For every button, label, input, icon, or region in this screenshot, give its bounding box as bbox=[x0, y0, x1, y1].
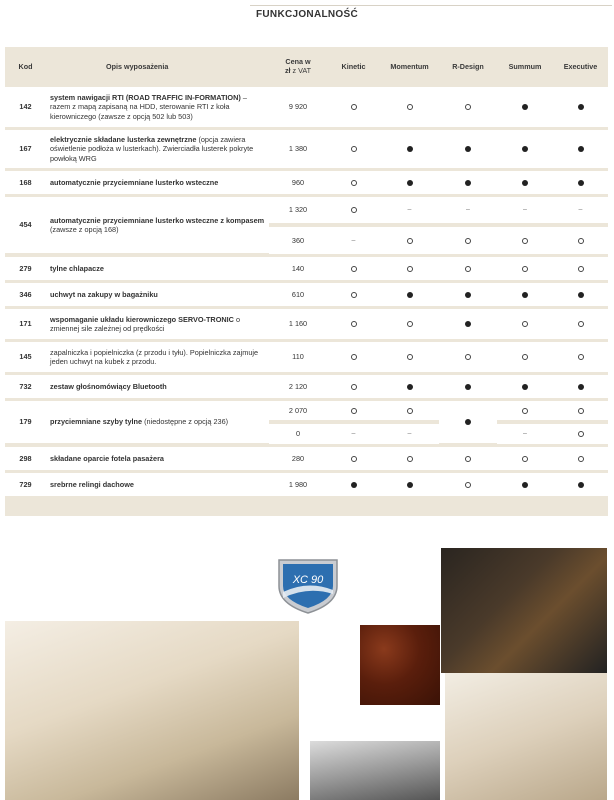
standard-equipment-dot-icon bbox=[522, 292, 528, 298]
table-body bbox=[5, 87, 608, 496]
standard-option-circle-icon bbox=[351, 292, 357, 298]
standard-option-circle-icon bbox=[351, 146, 357, 152]
cell-kinetic bbox=[327, 424, 380, 444]
cell-rdesign bbox=[439, 473, 497, 496]
table-row bbox=[5, 375, 608, 398]
cell-kod: 454 bbox=[5, 197, 46, 254]
standard-equipment-dot-icon bbox=[407, 482, 413, 488]
not-available-dash: – bbox=[523, 430, 527, 438]
description-text: zapalniczka i popielniczka (z przodu i tyłu). Popielniczka zajmuje jeden uchwyt na kubek z przodu. bbox=[50, 347, 259, 366]
cell-executive bbox=[553, 342, 608, 372]
table-row bbox=[5, 401, 608, 421]
cell-kod: 346 bbox=[5, 283, 46, 306]
description-bold: automatycznie przyciemniane lusterko wsteczne z kompasem bbox=[50, 215, 265, 225]
standard-option-circle-icon bbox=[351, 408, 357, 414]
standard-option-circle-icon bbox=[407, 266, 413, 272]
cell-description bbox=[46, 309, 269, 339]
standard-option-circle-icon bbox=[407, 104, 413, 110]
cell-rdesign bbox=[439, 171, 497, 194]
cell-executive bbox=[553, 130, 608, 168]
cell-momentum bbox=[380, 447, 439, 470]
cell-summum bbox=[497, 130, 553, 168]
standard-equipment-dot-icon bbox=[465, 180, 471, 186]
cell-description bbox=[46, 197, 269, 254]
cell-kinetic bbox=[327, 227, 380, 254]
cell-kinetic bbox=[327, 401, 380, 421]
cell-summum bbox=[497, 197, 553, 224]
cell-price: 2 070 bbox=[269, 401, 327, 421]
standard-option-circle-icon bbox=[578, 266, 584, 272]
cell-kod: 168 bbox=[5, 171, 46, 194]
cell-summum bbox=[497, 227, 553, 254]
standard-equipment-dot-icon bbox=[407, 384, 413, 390]
cell-rdesign bbox=[439, 401, 497, 444]
cell-executive bbox=[553, 447, 608, 470]
cell-rdesign bbox=[439, 447, 497, 470]
wood-trim-photo bbox=[360, 625, 440, 705]
cell-kinetic bbox=[327, 473, 380, 496]
cell-rdesign bbox=[439, 87, 497, 127]
cell-kod: 279 bbox=[5, 257, 46, 280]
standard-equipment-dot-icon bbox=[522, 180, 528, 186]
cell-description bbox=[46, 375, 269, 398]
cell-kod: 145 bbox=[5, 342, 46, 372]
description-bold: przyciemniane szyby tylne bbox=[50, 417, 143, 427]
cell-rdesign bbox=[439, 130, 497, 168]
description-bold: składane oparcie fotela pasażera bbox=[50, 453, 164, 463]
cell-rdesign bbox=[439, 375, 497, 398]
cell-kinetic bbox=[327, 342, 380, 372]
cell-summum bbox=[497, 401, 553, 421]
cell-kinetic bbox=[327, 197, 380, 224]
options-table-panel bbox=[5, 47, 608, 516]
cell-description bbox=[46, 171, 269, 194]
standard-option-circle-icon bbox=[407, 408, 413, 414]
cell-price: 610 bbox=[269, 283, 327, 306]
description-text: (opcja zawiera oświetlenie podłoża w lusterkach). Zwierciadła lusterek pokryte powłoką WRG bbox=[50, 134, 254, 163]
xc90-badge bbox=[273, 556, 343, 616]
header-price bbox=[269, 48, 327, 84]
cell-kinetic bbox=[327, 375, 380, 398]
cell-price: 1 160 bbox=[269, 309, 327, 339]
description-text: o zmiennej sile zależnej od prędkości bbox=[50, 314, 241, 333]
cell-description bbox=[46, 130, 269, 168]
cell-kod: 729 bbox=[5, 473, 46, 496]
cell-summum bbox=[497, 342, 553, 372]
header-price-vat: z VAT bbox=[290, 66, 312, 75]
cell-price: 2 120 bbox=[269, 375, 327, 398]
cell-description bbox=[46, 342, 269, 372]
table-row bbox=[5, 87, 608, 127]
cell-description bbox=[46, 401, 269, 444]
description-bold: system nawigacji RTI (ROAD TRAFFIC IN-FORMATION) bbox=[50, 92, 241, 102]
description-bold: elektrycznie składane lusterka zewnętrzne bbox=[50, 134, 197, 144]
cell-summum bbox=[497, 257, 553, 280]
cell-momentum bbox=[380, 130, 439, 168]
header-price-unit: zł bbox=[284, 66, 291, 75]
cell-price: 1 320 bbox=[269, 197, 327, 224]
cell-price: 1 380 bbox=[269, 130, 327, 168]
not-available-dash: – bbox=[523, 206, 527, 214]
cell-price-alt: 0 bbox=[269, 424, 327, 444]
standard-equipment-dot-icon bbox=[522, 482, 528, 488]
cell-rdesign bbox=[439, 227, 497, 254]
cell-kod: 142 bbox=[5, 87, 46, 127]
table-row bbox=[5, 283, 608, 306]
table-row bbox=[5, 309, 608, 339]
cell-momentum bbox=[380, 257, 439, 280]
table-row bbox=[5, 257, 608, 280]
cell-rdesign bbox=[439, 309, 497, 339]
standard-equipment-dot-icon bbox=[351, 482, 357, 488]
cell-kinetic bbox=[327, 171, 380, 194]
description-bold: zestaw głośnomówiący Bluetooth bbox=[50, 381, 167, 391]
cell-description bbox=[46, 447, 269, 470]
standard-option-circle-icon bbox=[522, 266, 528, 272]
cell-price: 9 920 bbox=[269, 87, 327, 127]
cell-kod: 298 bbox=[5, 447, 46, 470]
standard-option-circle-icon bbox=[351, 321, 357, 327]
standard-option-circle-icon bbox=[522, 321, 528, 327]
description-bold: srebrne relingi dachowe bbox=[50, 479, 134, 489]
standard-option-circle-icon bbox=[465, 482, 471, 488]
standard-option-circle-icon bbox=[407, 238, 413, 244]
header-summum: Summum bbox=[497, 48, 553, 84]
cell-kinetic bbox=[327, 447, 380, 470]
standard-option-circle-icon bbox=[465, 456, 471, 462]
standard-equipment-dot-icon bbox=[465, 321, 471, 327]
cell-summum bbox=[497, 473, 553, 496]
cell-executive bbox=[553, 375, 608, 398]
cell-summum bbox=[497, 447, 553, 470]
standard-option-circle-icon bbox=[351, 207, 357, 213]
standard-equipment-dot-icon bbox=[465, 146, 471, 152]
cell-executive bbox=[553, 401, 608, 421]
cell-executive bbox=[553, 424, 608, 444]
standard-equipment-dot-icon bbox=[578, 384, 584, 390]
header-description: Opis wyposażenia bbox=[46, 48, 269, 84]
standard-option-circle-icon bbox=[407, 354, 413, 360]
page-title: FUNKCJONALNOŚĆ bbox=[256, 9, 358, 20]
cell-kod: 171 bbox=[5, 309, 46, 339]
standard-option-circle-icon bbox=[522, 408, 528, 414]
header-kod: Kod bbox=[5, 48, 46, 84]
cell-summum bbox=[497, 87, 553, 127]
description-bold: automatycznie przyciemniane lusterko wsteczne bbox=[50, 177, 219, 187]
header-kinetic: Kinetic bbox=[327, 48, 380, 84]
table-row bbox=[5, 171, 608, 194]
cell-executive bbox=[553, 197, 608, 224]
cell-description bbox=[46, 87, 269, 127]
standard-option-circle-icon bbox=[407, 456, 413, 462]
standard-option-circle-icon bbox=[407, 321, 413, 327]
standard-equipment-dot-icon bbox=[578, 104, 584, 110]
cell-price: 960 bbox=[269, 171, 327, 194]
cell-summum bbox=[497, 283, 553, 306]
cell-description bbox=[46, 283, 269, 306]
standard-option-circle-icon bbox=[522, 238, 528, 244]
cell-executive bbox=[553, 87, 608, 127]
steering-wheel-photo bbox=[441, 548, 607, 673]
cell-description bbox=[46, 257, 269, 280]
cell-executive bbox=[553, 309, 608, 339]
standard-option-circle-icon bbox=[522, 354, 528, 360]
standard-option-circle-icon bbox=[351, 384, 357, 390]
header-executive: Executive bbox=[553, 48, 608, 84]
cell-price: 280 bbox=[269, 447, 327, 470]
standard-option-circle-icon bbox=[578, 238, 584, 244]
cell-rdesign bbox=[439, 283, 497, 306]
table-row bbox=[5, 130, 608, 168]
standard-equipment-dot-icon bbox=[522, 104, 528, 110]
standard-option-circle-icon bbox=[465, 266, 471, 272]
not-available-dash: – bbox=[351, 430, 356, 438]
standard-option-circle-icon bbox=[351, 180, 357, 186]
cell-executive bbox=[553, 473, 608, 496]
standard-option-circle-icon bbox=[465, 238, 471, 244]
standard-option-circle-icon bbox=[578, 354, 584, 360]
cell-momentum bbox=[380, 375, 439, 398]
cell-momentum bbox=[380, 309, 439, 339]
description-bold: tylne chlapacze bbox=[50, 263, 104, 273]
cell-rdesign bbox=[439, 257, 497, 280]
interior-cabin-photo bbox=[5, 621, 299, 800]
top-rule bbox=[250, 5, 612, 6]
cell-price-alt: 360 bbox=[269, 227, 327, 254]
cell-momentum bbox=[380, 283, 439, 306]
standard-option-circle-icon bbox=[465, 104, 471, 110]
standard-option-circle-icon bbox=[465, 354, 471, 360]
cell-momentum bbox=[380, 197, 439, 224]
standard-option-circle-icon bbox=[351, 456, 357, 462]
table-row bbox=[5, 197, 608, 224]
standard-equipment-dot-icon bbox=[465, 419, 471, 425]
cell-executive bbox=[553, 283, 608, 306]
description-text: (zawsze z opcją 168) bbox=[50, 225, 119, 234]
cell-kod: 179 bbox=[5, 401, 46, 444]
cell-kinetic bbox=[327, 309, 380, 339]
cell-kod: 732 bbox=[5, 375, 46, 398]
header-price-line1: Cena w bbox=[285, 57, 311, 66]
standard-equipment-dot-icon bbox=[407, 292, 413, 298]
options-table bbox=[5, 45, 608, 499]
cell-price: 140 bbox=[269, 257, 327, 280]
standard-equipment-dot-icon bbox=[465, 384, 471, 390]
standard-equipment-dot-icon bbox=[407, 180, 413, 186]
cell-kinetic bbox=[327, 87, 380, 127]
cell-kod: 167 bbox=[5, 130, 46, 168]
cell-kinetic bbox=[327, 283, 380, 306]
standard-option-circle-icon bbox=[578, 408, 584, 414]
table-row bbox=[5, 342, 608, 372]
cell-kinetic bbox=[327, 130, 380, 168]
description-text: – razem z mapą zapisaną na HDD, sterowanie RTI z koła kierowniczego (zawsze z opcją 502 lub 503) bbox=[50, 92, 247, 121]
cell-momentum bbox=[380, 87, 439, 127]
seat-photo bbox=[445, 673, 607, 800]
not-available-dash: – bbox=[351, 236, 356, 244]
cell-price: 1 980 bbox=[269, 473, 327, 496]
cell-executive bbox=[553, 171, 608, 194]
standard-equipment-dot-icon bbox=[407, 146, 413, 152]
cell-momentum bbox=[380, 227, 439, 254]
cell-kinetic bbox=[327, 257, 380, 280]
cell-summum bbox=[497, 375, 553, 398]
standard-option-circle-icon bbox=[578, 321, 584, 327]
cell-executive bbox=[553, 257, 608, 280]
header-rdesign: R-Design bbox=[439, 48, 497, 84]
standard-equipment-dot-icon bbox=[578, 180, 584, 186]
standard-option-circle-icon bbox=[351, 354, 357, 360]
table-row bbox=[5, 447, 608, 470]
standard-equipment-dot-icon bbox=[578, 292, 584, 298]
description-text: (niedostępne z opcją 236) bbox=[142, 417, 229, 427]
cell-momentum bbox=[380, 424, 439, 444]
standard-equipment-dot-icon bbox=[522, 384, 528, 390]
badge-text: XC 90 bbox=[292, 574, 324, 586]
cell-momentum bbox=[380, 401, 439, 421]
not-available-dash: – bbox=[407, 206, 412, 214]
standard-equipment-dot-icon bbox=[465, 292, 471, 298]
cell-executive bbox=[553, 227, 608, 254]
cell-rdesign bbox=[439, 197, 497, 224]
standard-option-circle-icon bbox=[522, 456, 528, 462]
air-vent-photo bbox=[310, 741, 440, 800]
standard-option-circle-icon bbox=[351, 266, 357, 272]
standard-option-circle-icon bbox=[351, 104, 357, 110]
cell-summum bbox=[497, 424, 553, 444]
standard-equipment-dot-icon bbox=[522, 146, 528, 152]
cell-description bbox=[46, 473, 269, 496]
cell-summum bbox=[497, 309, 553, 339]
cell-momentum bbox=[380, 171, 439, 194]
cell-momentum bbox=[380, 473, 439, 496]
standard-equipment-dot-icon bbox=[578, 482, 584, 488]
cell-summum bbox=[497, 171, 553, 194]
description-bold: uchwyt na zakupy w bagażniku bbox=[50, 289, 158, 299]
standard-option-circle-icon bbox=[578, 456, 584, 462]
standard-option-circle-icon bbox=[578, 431, 584, 437]
not-available-dash: – bbox=[466, 206, 470, 214]
header-momentum: Momentum bbox=[380, 48, 439, 84]
table-row bbox=[5, 473, 608, 496]
not-available-dash: – bbox=[407, 430, 412, 438]
table-header-row bbox=[5, 48, 608, 84]
cell-momentum bbox=[380, 342, 439, 372]
description-bold: wspomaganie układu kierowniczego SERVO-TRONIC bbox=[50, 314, 234, 324]
standard-equipment-dot-icon bbox=[578, 146, 584, 152]
cell-price: 110 bbox=[269, 342, 327, 372]
cell-rdesign bbox=[439, 342, 497, 372]
not-available-dash: – bbox=[578, 206, 583, 214]
